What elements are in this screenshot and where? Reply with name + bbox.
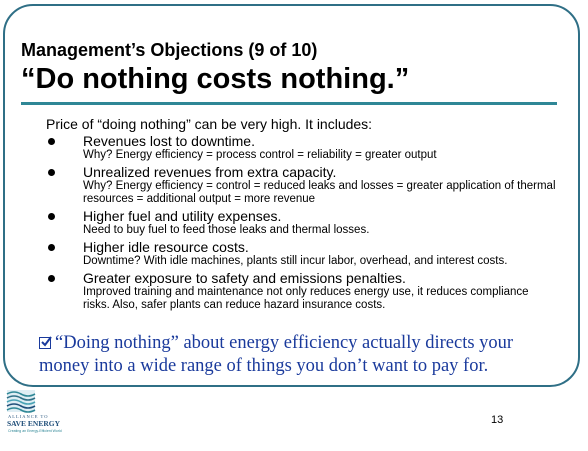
logo-org-name: SAVE ENERGY (7, 419, 61, 428)
bullet-detail: Improved training and maintenance not only reduces energy use, it reduces compliance risks. Also, safer plants can reduce hazard insurance costs. (83, 286, 529, 311)
bullet-item (48, 209, 558, 237)
bullet-list (48, 134, 558, 315)
slide-subtitle: Management’s Objections (9 of 10) (21, 40, 318, 60)
bullet-icon (48, 169, 55, 176)
bullet-heading: Greater exposure to safety and emissions penalties. (83, 270, 406, 286)
takeaway-statement (39, 332, 564, 378)
bullet-icon (48, 275, 55, 282)
bullet-detail: Why? Energy efficiency = process control = reliability = greater output (83, 149, 437, 161)
bullet-icon (48, 244, 55, 251)
bullet-heading: Higher idle resource costs. (83, 239, 249, 255)
wave-icon (6, 389, 36, 413)
bullet-heading: Revenues lost to downtime. (83, 133, 255, 149)
bullet-item (48, 271, 558, 312)
logo-org-top: ALLIANCE TO (8, 414, 49, 419)
page-number: 13 (491, 414, 504, 426)
bullet-item (48, 165, 558, 206)
bullet-detail: Downtime? With idle machines, plants still incur labor, overhead, and interest costs. (83, 255, 508, 267)
intro-text: Price of “doing nothing” can be very high. It includes: (46, 116, 373, 132)
logo-tagline: Creating an Energy-Efficient World (8, 429, 62, 433)
takeaway-text: “Doing nothing” about energy efficiency actually directs your money into a wide range of things you don’t want to pay for. (39, 333, 514, 376)
bullet-item (48, 240, 558, 268)
bullet-detail: Why? Energy efficiency = control = reduced leaks and losses = greater application of thermal resources = additional output = more revenue (83, 180, 556, 205)
checkbox-checked-icon (39, 337, 51, 349)
bullet-heading: Unrealized revenues from extra capacity. (83, 164, 337, 180)
title-divider (21, 102, 557, 105)
bullet-heading: Higher fuel and utility expenses. (83, 208, 282, 224)
bullet-item (48, 134, 558, 162)
bullet-detail: Need to buy fuel to feed those leaks and thermal losses. (83, 224, 370, 236)
alliance-logo (6, 389, 66, 439)
bullet-icon (48, 213, 55, 220)
bullet-icon (48, 138, 55, 145)
slide-frame (3, 4, 580, 387)
slide-title: “Do nothing costs nothing.” (21, 63, 410, 95)
